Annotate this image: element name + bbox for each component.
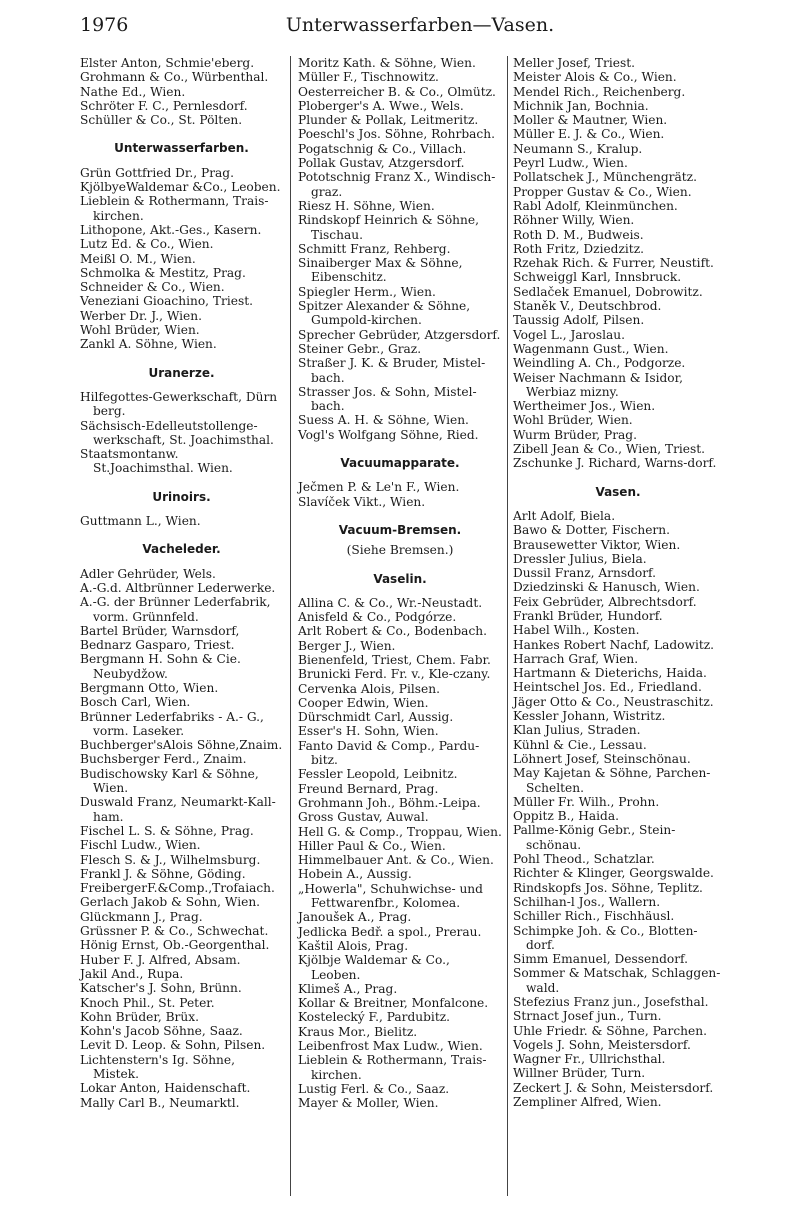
directory-entry: Anisfeld & Co., Podgórze. bbox=[298, 610, 457, 625]
directory-entry: Hilfegottes-Gewerkschaft, Dürn berg. bbox=[80, 389, 278, 419]
directory-entry: Klan Julius, Straden. bbox=[513, 723, 641, 738]
section-note: (Siehe Bremsen.) bbox=[346, 543, 454, 558]
directory-entry: Gross Gustav, Auwal. bbox=[298, 810, 429, 825]
directory-entry: Lieblein & Rothermann, Trais-kirchen. bbox=[298, 1053, 487, 1082]
directory-entry: Buchsberger Ferd., Znaim. bbox=[80, 752, 247, 767]
section-heading: Vaselin. bbox=[373, 571, 427, 586]
column-divider bbox=[507, 56, 508, 1196]
directory-entry: Meißl O. M., Wien. bbox=[80, 251, 196, 266]
directory-entry: Klimeš A., Prag. bbox=[298, 981, 398, 996]
directory-entry: Roth Fritz, Dziedzitz. bbox=[513, 241, 644, 256]
directory-entry: Bawo & Dotter, Fischern. bbox=[513, 523, 670, 538]
directory-entry: Strasser Jos. & Sohn, Mistel-bach. bbox=[298, 384, 477, 414]
directory-entry: Rzehak Rich. & Furrer, Neustift. bbox=[513, 256, 714, 271]
directory-entry: Peyrl Ludw., Wien. bbox=[513, 156, 628, 171]
directory-entry: A.-G.d. Altbrünner Lederwerke. bbox=[80, 580, 276, 595]
directory-section bbox=[298, 456, 502, 509]
directory-entry: Brunicki Ferd. Fr. v., Kle-czany. bbox=[298, 667, 491, 682]
directory-entry: Bergmann Otto, Wien. bbox=[80, 680, 219, 695]
directory-entry: Arlt Robert & Co., Bodenbach. bbox=[298, 624, 487, 639]
directory-entry: Schüller & Co., St. Pölten. bbox=[80, 113, 243, 128]
directory-entry: Meller Josef, Triest. bbox=[513, 56, 636, 70]
directory-entry: Feix Gebrüder, Albrechtsdorf. bbox=[513, 594, 697, 609]
directory-entry: Spitzer Alexander & Söhne, Gumpold-kirchen. bbox=[298, 299, 471, 328]
directory-section bbox=[80, 141, 283, 351]
directory-entry: Wertheimer Jos., Wien. bbox=[513, 399, 656, 414]
directory-entry: Bienenfeld, Triest, Chem. Fabr. bbox=[298, 652, 491, 667]
directory-entry: Schmitt Franz, Rehberg. bbox=[298, 241, 451, 256]
directory-entry: Sprecher Gebrüder, Atzgersdorf. bbox=[298, 327, 501, 342]
directory-entry: Willner Brüder, Turn. bbox=[513, 1066, 646, 1081]
directory-entry: Jäger Otto & Co., Neustraschitz. bbox=[513, 694, 714, 709]
directory-entry: Kohn Brüder, Brüx. bbox=[80, 1009, 199, 1024]
directory-entry: A.-G. der Brünner Lederfabrik, vorm. Grünnfeld. bbox=[80, 595, 271, 624]
column-2 bbox=[298, 56, 502, 1110]
directory-entry: Brünner Lederfabriks - A.- G., vorm. Laseker. bbox=[80, 709, 264, 738]
directory-entry: Röhner Willy, Wien. bbox=[513, 213, 635, 228]
directory-section bbox=[80, 490, 283, 529]
directory-entry: Grüssner P. & Co., Schwechat. bbox=[80, 924, 269, 939]
section-heading: Uranerze. bbox=[148, 365, 215, 380]
directory-entry: Duswald Franz, Neumarkt-Kall-ham. bbox=[80, 795, 276, 824]
directory-entry: Jakil And., Rupa. bbox=[80, 966, 184, 981]
directory-entry: Neumann S., Kralup. bbox=[513, 141, 643, 156]
directory-entry: Fischel L. S. & Söhne, Prag. bbox=[80, 823, 254, 838]
page-number: 1976 bbox=[80, 14, 129, 36]
directory-entry: Kjölbje Waldemar & Co., Leoben. bbox=[298, 953, 450, 982]
directory-entry: Zempliner Alfred, Wien. bbox=[513, 1095, 662, 1110]
directory-entry: Wohl Brüder, Wien. bbox=[80, 323, 200, 338]
directory-entry: Straßer J. K. & Bruder, Mistel-bach. bbox=[298, 356, 486, 385]
directory-entry: Glückmann J., Prag. bbox=[80, 909, 203, 924]
directory-entry: Steiner Gebr., Graz. bbox=[298, 341, 422, 356]
directory-entry: Müller E. J. & Co., Wien. bbox=[513, 127, 665, 142]
directory-entry: Meister Alois & Co., Wien. bbox=[513, 70, 677, 85]
directory-entry: Zschunke J. Richard, Warns-dorf. bbox=[513, 456, 717, 471]
directory-entry: Freund Bernard, Prag. bbox=[298, 781, 439, 796]
directory-entry: Katscher's J. Sohn, Brünn. bbox=[80, 981, 242, 996]
directory-entry: Ječmen P. & Le'n F., Wien. bbox=[298, 480, 460, 495]
directory-entry: Pohl Theod., Schatzlar. bbox=[513, 852, 655, 867]
directory-entry: Schweiggl Karl, Innsbruck. bbox=[513, 270, 682, 285]
directory-entry: Fessler Leopold, Leibnitz. bbox=[298, 767, 458, 782]
directory-entry: Michnik Jan, Bochnia. bbox=[513, 98, 649, 113]
directory-entry: Slavíček Vikt., Wien. bbox=[298, 494, 426, 509]
directory-entry: Habel Wilh., Kosten. bbox=[513, 623, 640, 638]
directory-section bbox=[80, 366, 283, 476]
directory-entry: Suess A. H. & Söhne, Wien. bbox=[298, 413, 469, 428]
directory-entry: Vogl's Wolfgang Söhne, Ried. bbox=[298, 427, 479, 442]
directory-entry: Hönig Ernst, Ob.-Georgenthal. bbox=[80, 938, 270, 953]
directory-entry: Cooper Edwin, Wien. bbox=[298, 695, 429, 710]
directory-entry: „Howerla", Schuhwichse- und Fettwarenfbr., Kolomea. bbox=[298, 881, 483, 911]
directory-entry: Zeckert J. & Sohn, Meistersdorf. bbox=[513, 1080, 714, 1095]
directory-entry: Wurm Brüder, Prag. bbox=[513, 427, 637, 442]
directory-entry: FreibergerF.&Comp.,Trofaiach. bbox=[80, 881, 275, 896]
page-header bbox=[80, 14, 760, 40]
directory-entry: Berger J., Wien. bbox=[298, 638, 396, 653]
directory-entry: Schilhan-l Jos., Wallern. bbox=[513, 894, 661, 909]
directory-entry: Hobein A., Aussig. bbox=[298, 867, 412, 882]
section-heading: Vacheleder. bbox=[142, 542, 221, 557]
column-1 bbox=[80, 56, 283, 1110]
directory-entry: Gerlach Jakob & Sohn, Wien. bbox=[80, 895, 261, 910]
directory-entry: Rindskopf Heinrich & Söhne, Tischau. bbox=[298, 213, 479, 242]
directory-entry: Müller F., Tischnowitz. bbox=[298, 70, 439, 85]
directory-entry: Leibenfrost Max Ludw., Wien. bbox=[298, 1039, 483, 1053]
directory-entry: Dressler Julius, Biela. bbox=[513, 551, 647, 566]
directory-entry: Löhnert Josef, Steinschönau. bbox=[513, 751, 691, 766]
directory-entry: Harrach Graf, Wien. bbox=[513, 651, 639, 666]
directory-entry: Vogel L., Jaroslau. bbox=[513, 327, 625, 342]
directory-entry: Brausewetter Viktor, Wien. bbox=[513, 537, 681, 552]
directory-entry: Pogatschnig & Co., Villach. bbox=[298, 141, 467, 156]
directory-entry: Oesterreicher B. & Co., Olmütz. bbox=[298, 84, 496, 99]
directory-entry: Schmolka & Mestitz, Prag. bbox=[80, 265, 246, 280]
directory-entry: Schiller Rich., Fischhäusl. bbox=[513, 909, 675, 924]
directory-entry: Rabl Adolf, Kleinmünchen. bbox=[513, 198, 678, 213]
directory-entry: Dürschmidt Carl, Aussig. bbox=[298, 710, 454, 725]
directory-entry: Janoušek A., Prag. bbox=[298, 910, 412, 925]
directory-entry: Sedlaček Emanuel, Dobrowitz. bbox=[513, 284, 703, 299]
directory-entry: Nathe Ed., Wien. bbox=[80, 84, 186, 99]
directory-entry: Lokar Anton, Haidenschaft. bbox=[80, 1081, 251, 1096]
directory-entry: Cervenka Alois, Pilsen. bbox=[298, 681, 440, 696]
directory-entry: Adler Gehrüder, Wels. bbox=[80, 566, 216, 581]
directory-entry: Flesch S. & J., Wilhelmsburg. bbox=[80, 852, 261, 867]
directory-entry: Stefezius Franz jun., Josefsthal. bbox=[513, 995, 709, 1009]
directory-entry: Mayer & Moller, Wien. bbox=[298, 1096, 439, 1111]
directory-entry: Plunder & Pollak, Leitmeritz. bbox=[298, 113, 479, 128]
directory-entry: Bosch Carl, Wien. bbox=[80, 695, 191, 710]
directory-entry: Jedlicka Bedř. a spol., Prerau. bbox=[298, 924, 482, 939]
directory-entry: Heintschel Jos. Ed., Friedland. bbox=[513, 680, 702, 695]
directory-entry: Bednarz Gasparo, Triest. bbox=[80, 638, 235, 653]
directory-entry: Schneider & Co., Wien. bbox=[80, 280, 225, 295]
directory-entry: Richter & Klinger, Georgswalde. bbox=[513, 866, 714, 881]
directory-entry: Schröter F. C., Pernlesdorf. bbox=[80, 98, 248, 113]
directory-entry: Strnact Josef jun., Turn. bbox=[513, 1009, 662, 1024]
directory-entry: Weindling A. Ch., Podgorze. bbox=[513, 356, 686, 371]
directory-entry: Frankl J. & Söhne, Göding. bbox=[80, 866, 246, 881]
directory-entry: Staněk V., Deutschbrod. bbox=[513, 299, 662, 314]
directory-entry: Uhle Friedr. & Söhne, Parchen. bbox=[513, 1023, 707, 1038]
directory-entry: Vogels J. Sohn, Meistersdorf. bbox=[513, 1037, 691, 1052]
directory-entry: Grohmann & Co., Würbenthal. bbox=[80, 70, 269, 85]
directory-entry: Wagenmann Gust., Wien. bbox=[513, 341, 669, 356]
directory-entry: Poeschl's Jos. Söhne, Rohrbach. bbox=[298, 127, 495, 142]
directory-entry: Grün Gottfried Dr., Prag. bbox=[80, 165, 234, 180]
directory-entry: Riesz H. Söhne, Wien. bbox=[298, 198, 435, 213]
directory-entry: Bartel Brüder, Warnsdorf, bbox=[80, 623, 240, 638]
directory-entry: Kraus Mor., Bielitz. bbox=[298, 1024, 418, 1039]
directory-entry: Moritz Kath. & Söhne, Wien. bbox=[298, 56, 476, 70]
directory-entry: Veneziani Gioachino, Triest. bbox=[80, 294, 253, 309]
directory-entry: Lustig Ferl. & Co., Saaz. bbox=[298, 1081, 450, 1096]
directory-entry: Wohl Brüder, Wien. bbox=[513, 413, 633, 428]
directory-entry: Fischl Ludw., Wien. bbox=[80, 838, 201, 853]
directory-entry: Oppitz B., Haida. bbox=[513, 809, 619, 824]
directory-entry: Kaštil Alois, Prag. bbox=[298, 938, 409, 953]
directory-section bbox=[298, 572, 502, 1111]
directory-entry: Budischowsky Karl & Söhne, Wien. bbox=[80, 766, 259, 796]
directory-entry: Lieblein & Rothermann, Trais-kirchen. bbox=[80, 194, 269, 223]
directory-entry: Hankes Robert Nachf, Ladowitz. bbox=[513, 637, 715, 652]
section-heading: Vacuumapparate. bbox=[340, 456, 460, 471]
column-3 bbox=[513, 56, 723, 1109]
directory-entry: Frankl Brüder, Hundorf. bbox=[513, 608, 663, 623]
directory-section bbox=[298, 56, 502, 442]
directory-entry: Pallme-König Gebr., Stein-schönau. bbox=[513, 823, 676, 852]
directory-entry: Zankl A. Söhne, Wien. bbox=[80, 337, 217, 352]
directory-section bbox=[80, 542, 283, 1110]
directory-entry: Mally Carl B., Neumarktl. bbox=[80, 1095, 240, 1110]
directory-entry: Mendel Rich., Reichenberg. bbox=[513, 84, 686, 99]
directory-entry: Hiller Paul & Co., Wien. bbox=[298, 838, 446, 853]
directory-entry: Müller Fr. Wilh., Prohn. bbox=[513, 794, 660, 809]
directory-entry: Arlt Adolf, Biela. bbox=[513, 508, 616, 523]
directory-entry: Pototschnig Franz X., Windisch-graz. bbox=[298, 170, 496, 199]
section-heading: Urinoirs. bbox=[152, 489, 211, 504]
directory-entry: Hartmann & Dieterichs, Haida. bbox=[513, 666, 707, 681]
directory-entry: Bergmann H. Sohn & Cie. Neubydžow. bbox=[80, 652, 241, 681]
directory-entry: Sommer & Matschak, Schlaggen-wald. bbox=[513, 966, 721, 995]
directory-entry: Kühnl & Cie., Lessau. bbox=[513, 737, 647, 752]
directory-entry: Kessler Johann, Wistritz. bbox=[513, 709, 666, 724]
directory-entry: Rindskopfs Jos. Söhne, Teplitz. bbox=[513, 880, 703, 895]
directory-entry: Zibell Jean & Co., Wien, Triest. bbox=[513, 442, 706, 457]
directory-entry: Taussig Adolf, Pilsen. bbox=[513, 313, 645, 328]
directory-entry: Wagner Fr., Ullrichsthal. bbox=[513, 1052, 666, 1067]
directory-entry: May Kajetan & Söhne, Parchen-Schelten. bbox=[513, 766, 711, 795]
directory-entry: KjölbyeWaldemar &Co., Leoben. bbox=[80, 180, 281, 195]
directory-entry: Dziedzinski & Hanusch, Wien. bbox=[513, 580, 700, 595]
directory-entry: Werber Dr. J., Wien. bbox=[80, 308, 202, 323]
directory-entry: Grohmann Joh., Böhm.-Leipa. bbox=[298, 795, 481, 810]
directory-entry: Lutz Ed. & Co., Wien. bbox=[80, 237, 214, 252]
directory-entry: Roth D. M., Budweis. bbox=[513, 227, 644, 242]
directory-entry: Buchberger'sAlois Söhne,Znaim. bbox=[80, 738, 283, 753]
directory-entry: Esser's H. Sohn, Wien. bbox=[298, 724, 439, 739]
directory-section bbox=[513, 56, 723, 471]
directory-entry: Pollak Gustav, Atzgersdorf. bbox=[298, 156, 465, 171]
directory-entry: Schimpke Joh. & Co., Blotten-dorf. bbox=[513, 923, 698, 952]
directory-entry: Guttmann L., Wien. bbox=[80, 514, 201, 529]
directory-entry: Knoch Phil., St. Peter. bbox=[80, 995, 215, 1010]
directory-section bbox=[80, 56, 283, 127]
directory-entry: Levit D. Leop. & Sohn, Pilsen. bbox=[80, 1038, 266, 1053]
directory-entry: Staatsmontanw. St.Joachimsthal. Wien. bbox=[80, 447, 233, 476]
directory-entry: Kohn's Jacob Söhne, Saaz. bbox=[80, 1024, 243, 1039]
directory-entry: Kollar & Breitner, Monfalcone. bbox=[298, 996, 489, 1011]
directory-entry: Himmelbauer Ant. & Co., Wien. bbox=[298, 853, 494, 868]
directory-entry: Elster Anton, Schmie'eberg. bbox=[80, 56, 255, 70]
directory-entry: Kostelecký F., Pardubitz. bbox=[298, 1010, 451, 1025]
directory-section bbox=[513, 485, 723, 1110]
directory-entry: Sinaiberger Max & Söhne, Eibenschitz. bbox=[298, 256, 463, 285]
directory-entry: Hell G. & Comp., Troppau, Wien. bbox=[298, 824, 502, 839]
directory-entry: Lithopone, Akt.-Ges., Kasern. bbox=[80, 222, 262, 237]
directory-section bbox=[298, 523, 502, 558]
directory-entry: Weiser Nachmann & Isidor, Werbiaz mizny. bbox=[513, 370, 683, 399]
directory-entry: Moller & Mautner, Wien. bbox=[513, 113, 668, 128]
directory-entry: Dussil Franz, Arnsdorf. bbox=[513, 566, 657, 581]
directory-entry: Fanto David & Comp., Pardu-bitz. bbox=[298, 738, 480, 768]
directory-entry: Pollatschek J., Münchengrätz. bbox=[513, 170, 697, 185]
directory-entry: Sächsisch-Edelleutstollenge-werkschaft, St. Joachimsthal. bbox=[80, 418, 274, 447]
running-title: Unterwasserfarben—Vasen. bbox=[285, 14, 555, 36]
section-heading: Vacuum-Bremsen. bbox=[338, 522, 462, 537]
section-heading: Vasen. bbox=[595, 484, 641, 499]
directory-entry: Huber F. J. Alfred, Absam. bbox=[80, 952, 241, 967]
directory-entry: Propper Gustav & Co., Wien. bbox=[513, 184, 692, 199]
directory-entry: Simm Emanuel, Dessendorf. bbox=[513, 952, 688, 967]
directory-entry: Ploberger's A. Wwe., Wels. bbox=[298, 98, 464, 113]
section-heading: Unterwasserfarben. bbox=[114, 141, 249, 156]
directory-entry: Lichtenstern's Ig. Söhne, Mistek. bbox=[80, 1052, 235, 1081]
column-divider bbox=[290, 56, 291, 1196]
directory-entry: Allina C. & Co., Wr.-Neustadt. bbox=[298, 595, 483, 610]
directory-entry: Spiegler Herm., Wien. bbox=[298, 284, 436, 299]
